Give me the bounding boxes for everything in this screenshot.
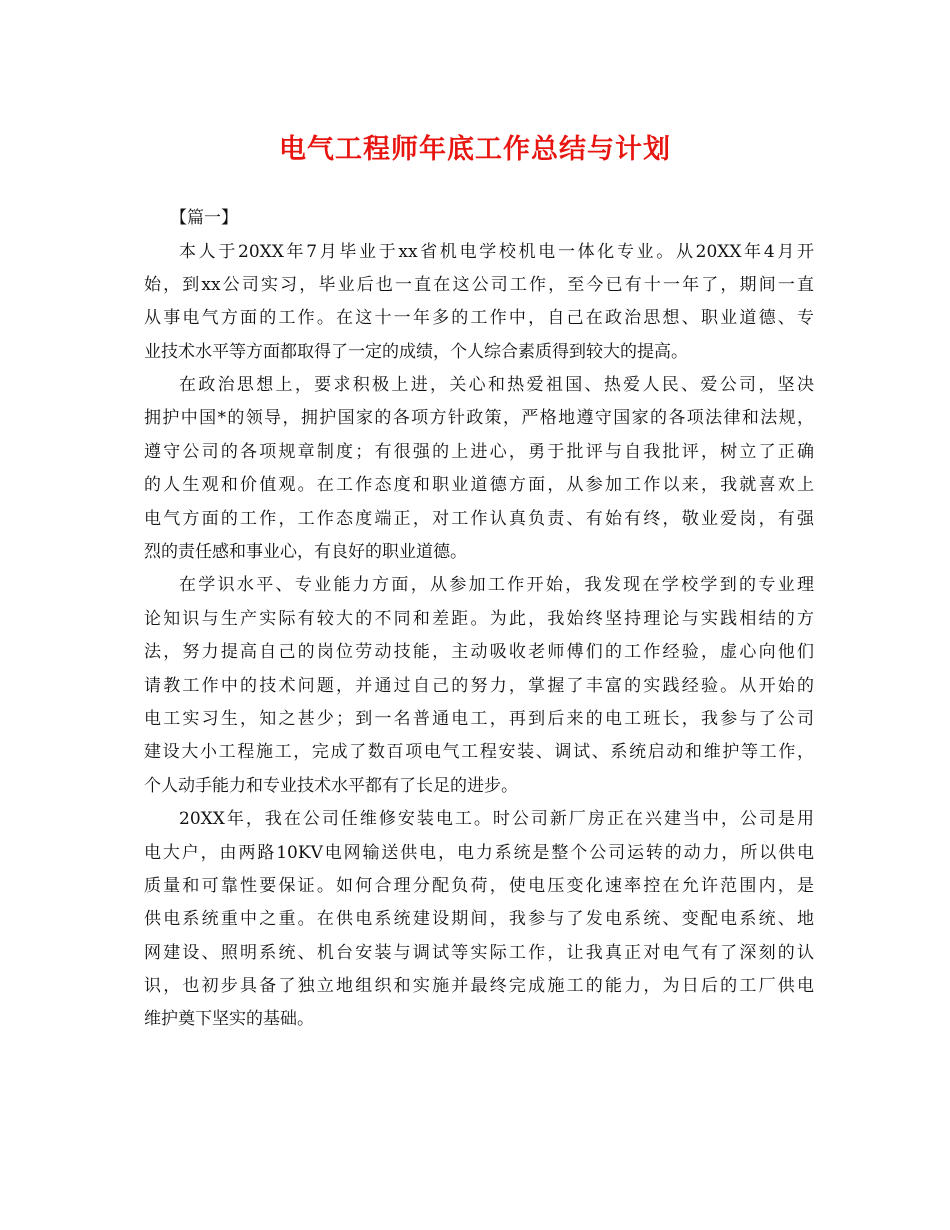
paragraph-line: 拥护中国*的领导，拥护国家的各项方针政策，严格地遵守国家的各项法律和法规， (144, 408, 814, 429)
paragraph-line: 遵守公司的各项规章制度；有很强的上进心，勇于批评与自我批评，树立了正确 (144, 441, 814, 462)
paragraph-line: 论知识与生产实际有较大的不同和差距。为此，我始终坚持理论与实践相结的方 (144, 608, 814, 629)
paragraph-line: 的人生观和价值观。在工作态度和职业道德方面，从参加工作以来，我就喜欢上 (144, 475, 814, 496)
paragraph-2 (144, 369, 814, 569)
paragraph-line: 个人动手能力和专业技术水平都有了长足的进步。 (144, 775, 518, 796)
paragraph-line: 电工实习生，知之甚少；到一名普通电工，再到后来的电工班长，我参与了公司 (144, 708, 814, 729)
paragraph-line: 质量和可靠性要保证。如何合理分配负荷，使电压变化速率控在允许范围内，是 (144, 875, 814, 896)
paragraph-line: 维护奠下坚实的基础。 (144, 1009, 314, 1030)
paragraph-line: 本人于20XX年7月毕业于xx省机电学校机电一体化专业。从20XX年4月开 (179, 241, 814, 262)
paragraph-line: 在政治思想上，要求积极上进，关心和热爱祖国、热爱人民、爱公司，坚决 (179, 375, 814, 396)
paragraph-3 (144, 569, 814, 803)
paragraph-line: 业技术水平等方面都取得了一定的成绩，个人综合素质得到较大的提高。 (144, 341, 688, 362)
paragraph-line: 从事电气方面的工作。在这十一年多的工作中，自己在政治思想、职业道德、专 (144, 308, 814, 329)
document-title: 电气工程师年底工作总结与计划 (279, 134, 671, 165)
paragraph-line: 20XX年，我在公司任维修安装电工。时公司新厂房正在兴建当中，公司是用 (179, 809, 814, 830)
paragraph-line: 在学识水平、专业能力方面，从参加工作开始，我发现在学校学到的专业理 (179, 575, 814, 596)
paragraph-4 (144, 803, 814, 1037)
paragraph-line: 电大户，由两路10KV电网输送供电，电力系统是整个公司运转的动力，所以供电 (144, 842, 814, 863)
paragraph-line: 烈的责任感和事业心，有良好的职业道德。 (144, 542, 467, 563)
paragraph-1 (144, 236, 814, 370)
paragraph-line: 电气方面的工作，工作态度端正，对工作认真负责、有始有终，敬业爱岗，有强 (144, 508, 814, 529)
section-label: 【篇一】 (170, 208, 238, 228)
paragraph-line: 请教工作中的技术问题，并通过自己的努力，掌握了丰富的实践经验。从开始的 (144, 675, 814, 696)
paragraph-line: 识，也初步具备了独立地组织和实施并最终完成施工的能力，为日后的工厂供电 (144, 976, 814, 997)
paragraph-line: 网建设、照明系统、机台安装与调试等实际工作，让我真正对电气有了深刻的认 (144, 942, 814, 963)
paragraph-line: 供电系统重中之重。在供电系统建设期间，我参与了发电系统、变配电系统、地 (144, 909, 814, 930)
paragraph-line: 始，到xx公司实习，毕业后也一直在这公司工作，至今已有十一年了，期间一直 (144, 274, 814, 295)
paragraph-line: 建设大小工程施工，完成了数百项电气工程安装、调试、系统启动和维护等工作， (144, 742, 814, 763)
document-body (144, 202, 814, 1037)
paragraph-line: 法，努力提高自己的岗位劳动技能，主动吸收老师傅们的工作经验，虚心向他们 (144, 642, 814, 663)
